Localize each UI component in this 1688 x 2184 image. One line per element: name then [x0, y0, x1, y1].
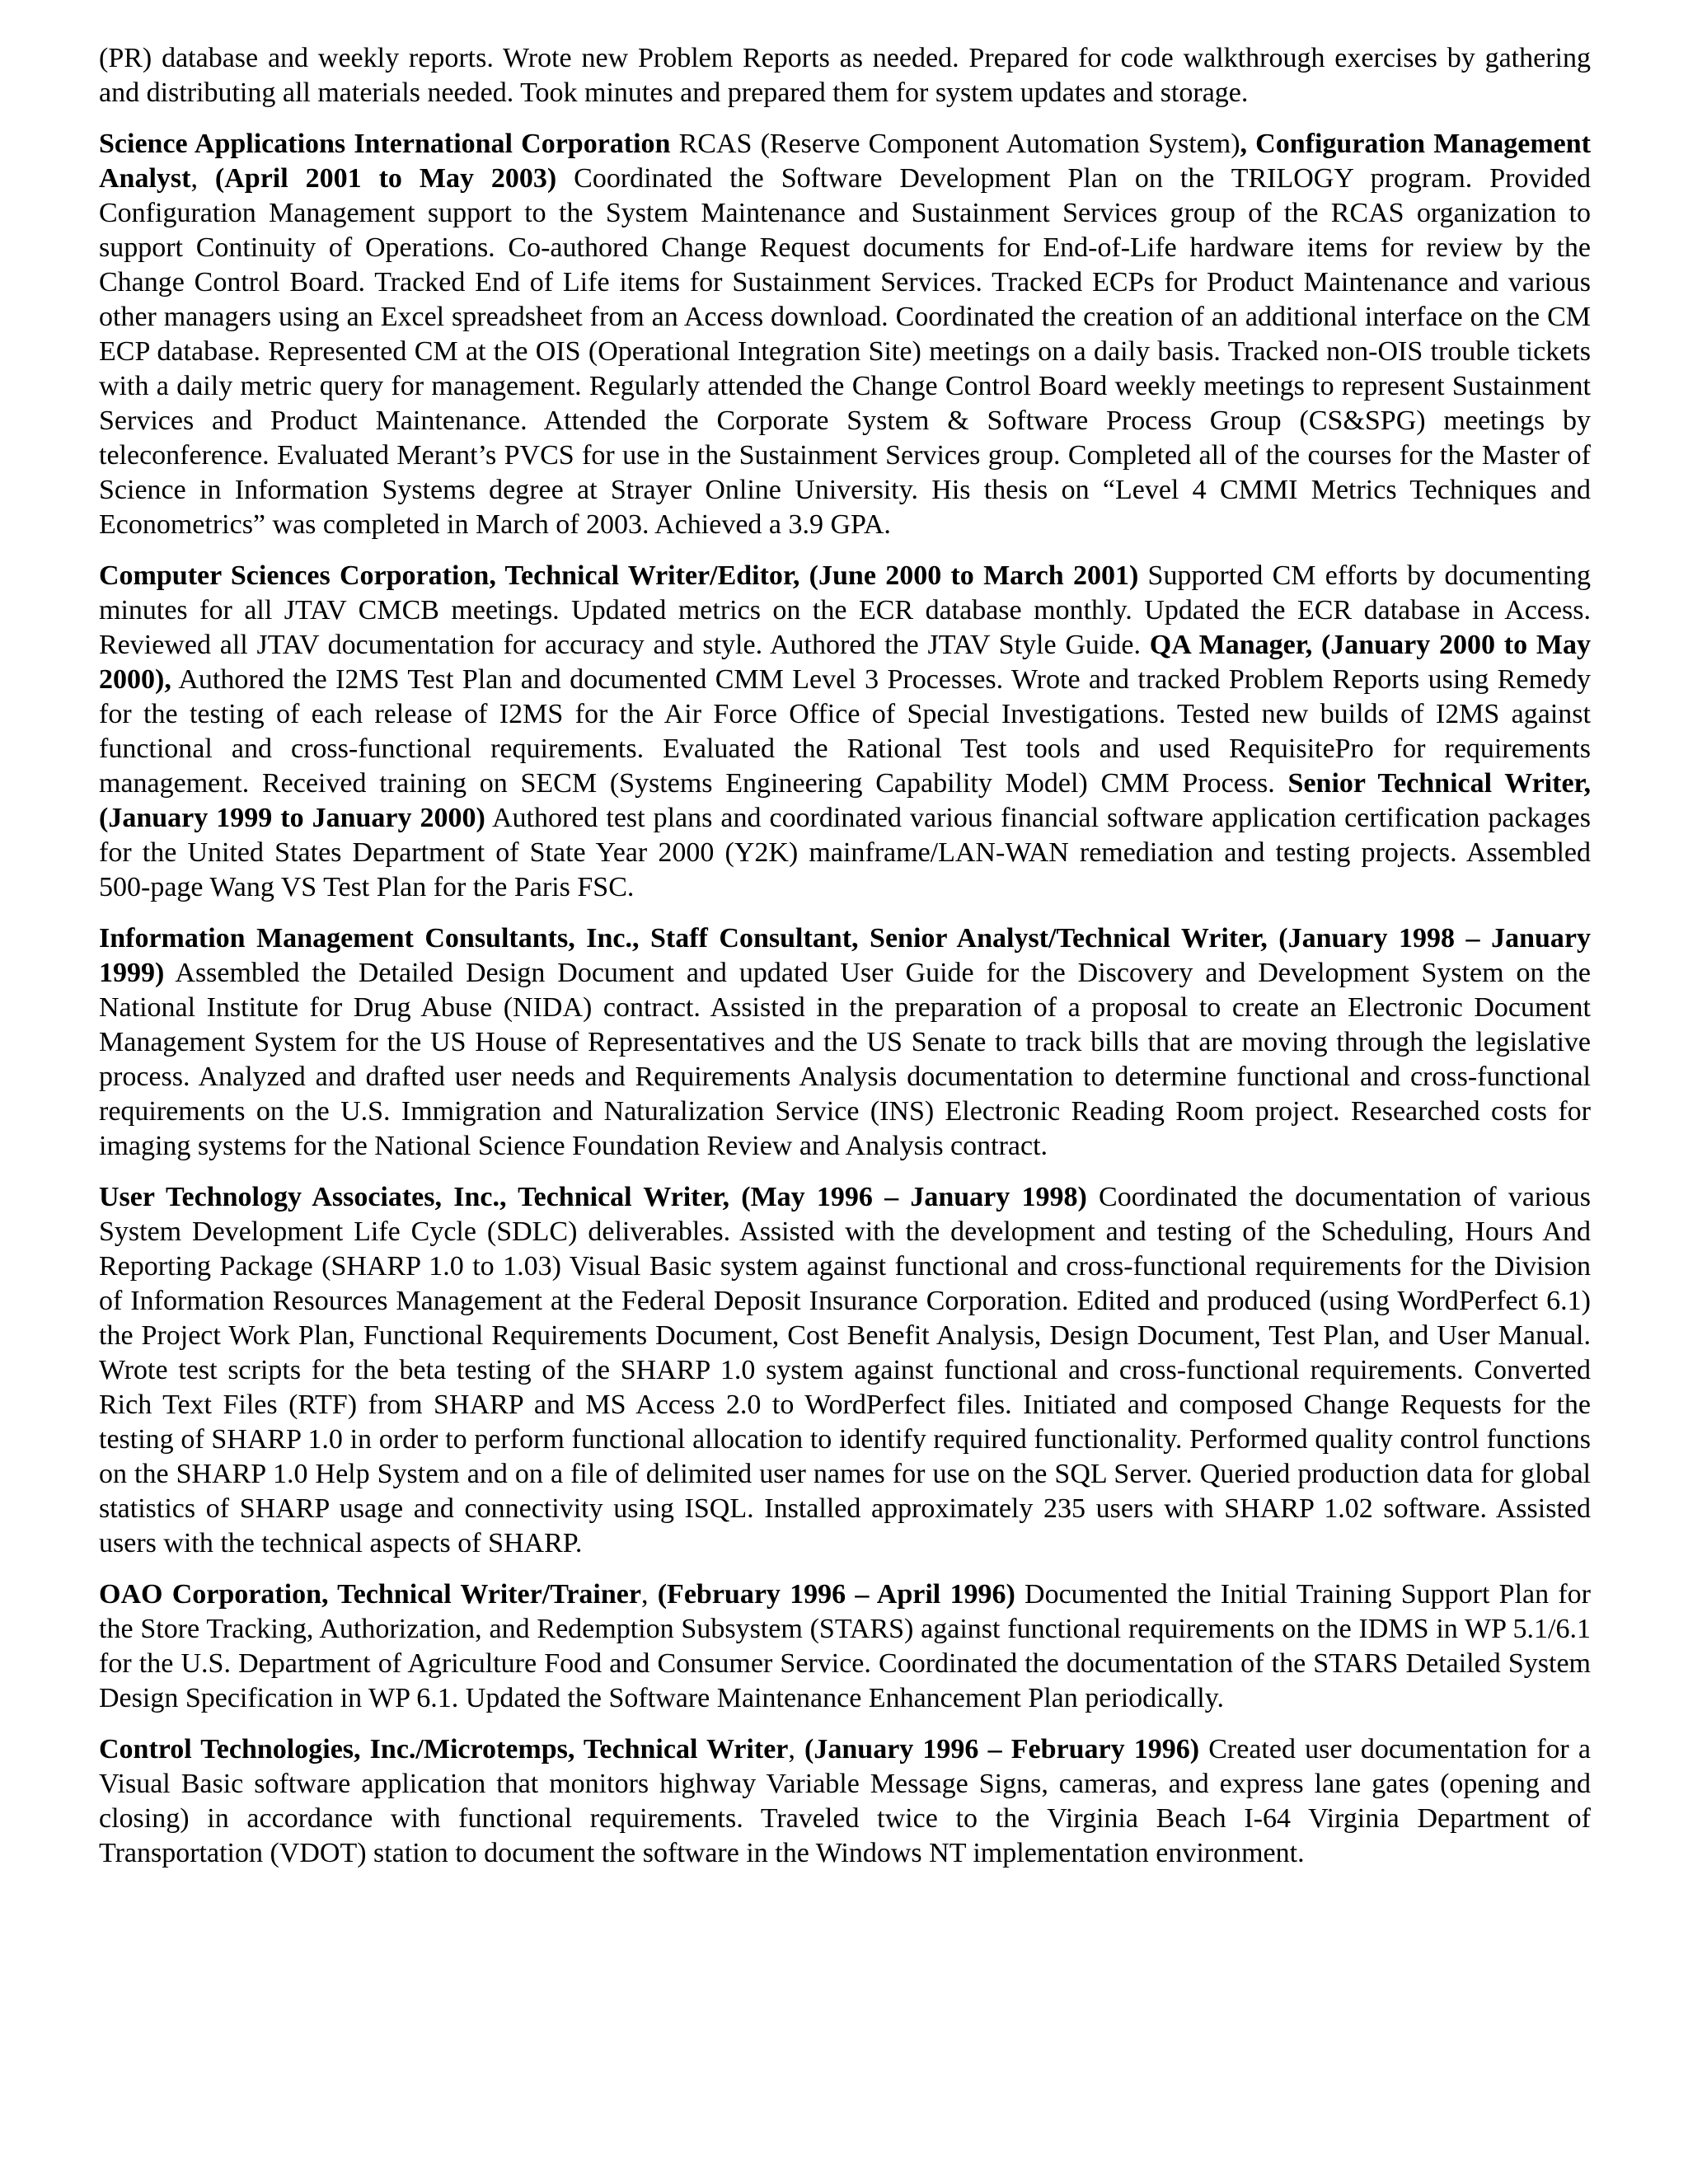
- job-description: Authored the I2MS Test Plan and documented CMM Level 3 Processes. Wrote and tracked Problem Reports using Remedy for the testing of each release of I2MS for the Air Force Office of Special Investigations. Tested new builds of I2MS against functional and cross-functional requirements. Evaluated the Rational Test tools and used RequisitePro for requirements management. Received training on SECM (Systems Engineering Capability Model) CMM Process.: [99, 664, 1591, 799]
- paragraph-text: (PR) database and weekly reports. Wrote new Problem Reports as needed. Prepared for code walkthrough exercises by gathering and distributing all materials needed. Took minutes and prepared them for system updates and storage.: [99, 43, 1591, 108]
- paragraph-control-technologies: [99, 1732, 1591, 1871]
- date-range: (February 1996 – April 1996): [657, 1579, 1015, 1610]
- paragraph-imc: [99, 921, 1591, 1164]
- job-description: Coordinated the Software Development Plan on the TRILOGY program. Provided Configuration Management support to the System Maintenance and Sustainment Services group of the RCAS organization to support Continuity of Operations. Co-authored Change Request documents for End-of-Life hardware items for review by the Change Control Board. Tracked End of Life items for Sustainment Services. Tracked ECPs for Product Maintenance and various other managers using an Excel spreadsheet from an Access download. Coordinated the creation of an additional interface on the CM ECP database. Represented CM at the OIS (Operational Integration Site) meetings on a daily basis. Tracked non-OIS trouble tickets with a daily metric query for management. Regularly attended the Change Control Board weekly meetings to represent Sustainment Services and Product Maintenance. Attended the Corporate System & Software Process Group (CS&SPG) meetings by teleconference. Evaluated Merant’s PVCS for use in the Sustainment Services group. Completed all of the courses for the Master of Science in Information Systems degree at Strayer Online University. His thesis on “Level 4 CMMI Metrics Techniques and Econometrics” was completed in March of 2003. Achieved a 3.9 GPA.: [99, 163, 1591, 540]
- employer-title-dates: Computer Sciences Corporation, Technical Writer/Editor, (June 2000 to March 2001): [99, 560, 1139, 591]
- separator-text: ,: [640, 1579, 658, 1610]
- date-range: (January 1996 – February 1996): [804, 1734, 1200, 1765]
- employer-title-dates: User Technology Associates, Inc., Technical Writer, (May 1996 – January 1998): [99, 1182, 1087, 1212]
- employer-title-dates: Information Management Consultants, Inc., Staff Consultant, Senior Analyst/Technical Writer, (January 1998 – January 1999): [99, 923, 1591, 988]
- job-description: Assembled the Detailed Design Document and updated User Guide for the Discovery and Development System on the National Institute for Drug Abuse (NIDA) contract. Assisted in the preparation of a proposal to create an Electronic Document Management System for the US House of Representatives and the US Senate to track bills that are moving through the legislative process. Analyzed and drafted user needs and Requirements Analysis documentation to determine functional and cross-functional requirements on the U.S. Immigration and Naturalization Service (INS) Electronic Reading Room project. Researched costs for imaging systems for the National Science Foundation Review and Analysis contract.: [99, 958, 1591, 1161]
- job-title-dates: Senior Technical Writer, (January 1999 to January 2000): [99, 768, 1592, 833]
- date-range: (April 2001 to May 2003): [214, 163, 557, 194]
- job-title-dates: QA Manager, (January 2000 to May 2000),: [99, 630, 1591, 695]
- job-description: Created user documentation for a Visual Basic software application that monitors highway Variable Message Signs, cameras, and express lane gates (opening and closing) in accordance with functional requirements. Traveled twice to the Virginia Beach I-64 Virginia Department of Transportation (VDOT) station to document the software in the Windows NT implementation environment.: [99, 1734, 1592, 1868]
- project-name: RCAS (Reserve Component Automation System): [670, 129, 1240, 159]
- separator-text: ,: [190, 163, 215, 194]
- job-description: Authored test plans and coordinated various financial software application certification packages for the United States Department of State Year 2000 (Y2K) mainframe/LAN-WAN remediation and testing projects. Assembled 500-page Wang VS Test Plan for the Paris FSC.: [99, 803, 1591, 902]
- separator-text: ,: [788, 1734, 805, 1765]
- employer-title: OAO Corporation, Technical Writer/Trainer: [99, 1579, 641, 1610]
- job-title: , Configuration Management Analyst: [99, 129, 1591, 194]
- job-description: Coordinated the documentation of various System Development Life Cycle (SDLC) deliverables. Assisted with the development and testing of the Scheduling, Hours And Reporting Package (SHARP 1.0 to 1.03) Visual Basic system against functional and cross-functional requirements for the Division of Information Resources Management at the Federal Deposit Insurance Corporation. Edited and produced (using WordPerfect 6.1) the Project Work Plan, Functional Requirements Document, Cost Benefit Analysis, Design Document, Test Plan, and User Manual. Wrote test scripts for the beta testing of the SHARP 1.0 system against functional and cross-functional requirements. Converted Rich Text Files (RTF) from SHARP and MS Access 2.0 to WordPerfect files. Initiated and composed Change Requests for the testing of SHARP 1.0 in order to perform functional allocation to identify required functionality. Performed quality control functions on the SHARP 1.0 Help System and on a file of delimited user names for use on the SQL Server. Queried production data for global statistics of SHARP usage and connectivity using ISQL. Installed approximately 235 users with SHARP 1.02 software. Assisted users with the technical aspects of SHARP.: [99, 1182, 1591, 1558]
- employer-title: Control Technologies, Inc./Microtemps, Technical Writer: [99, 1734, 789, 1765]
- paragraph-pr-database: [99, 41, 1591, 110]
- employer-name: Science Applications International Corporation: [99, 129, 671, 159]
- paragraph-oao: [99, 1577, 1591, 1716]
- job-description: Documented the Initial Training Support Plan for the Store Tracking, Authorization, and Redemption Subsystem (STARS) against functional requirements on the IDMS in WP 5.1/6.1 for the U.S. Department of Agriculture Food and Consumer Service. Coordinated the documentation of the STARS Detailed System Design Specification in WP 6.1. Updated the Software Maintenance Enhancement Plan periodically.: [99, 1579, 1591, 1713]
- job-description: Supported CM efforts by documenting minutes for all JTAV CMCB meetings. Updated metrics on the ECR database monthly. Updated the ECR database in Access. Reviewed all JTAV documentation for accuracy and style. Authored the JTAV Style Guide.: [99, 560, 1591, 660]
- paragraph-uta: [99, 1180, 1591, 1561]
- paragraph-saic: [99, 127, 1591, 542]
- paragraph-csc: [99, 559, 1591, 905]
